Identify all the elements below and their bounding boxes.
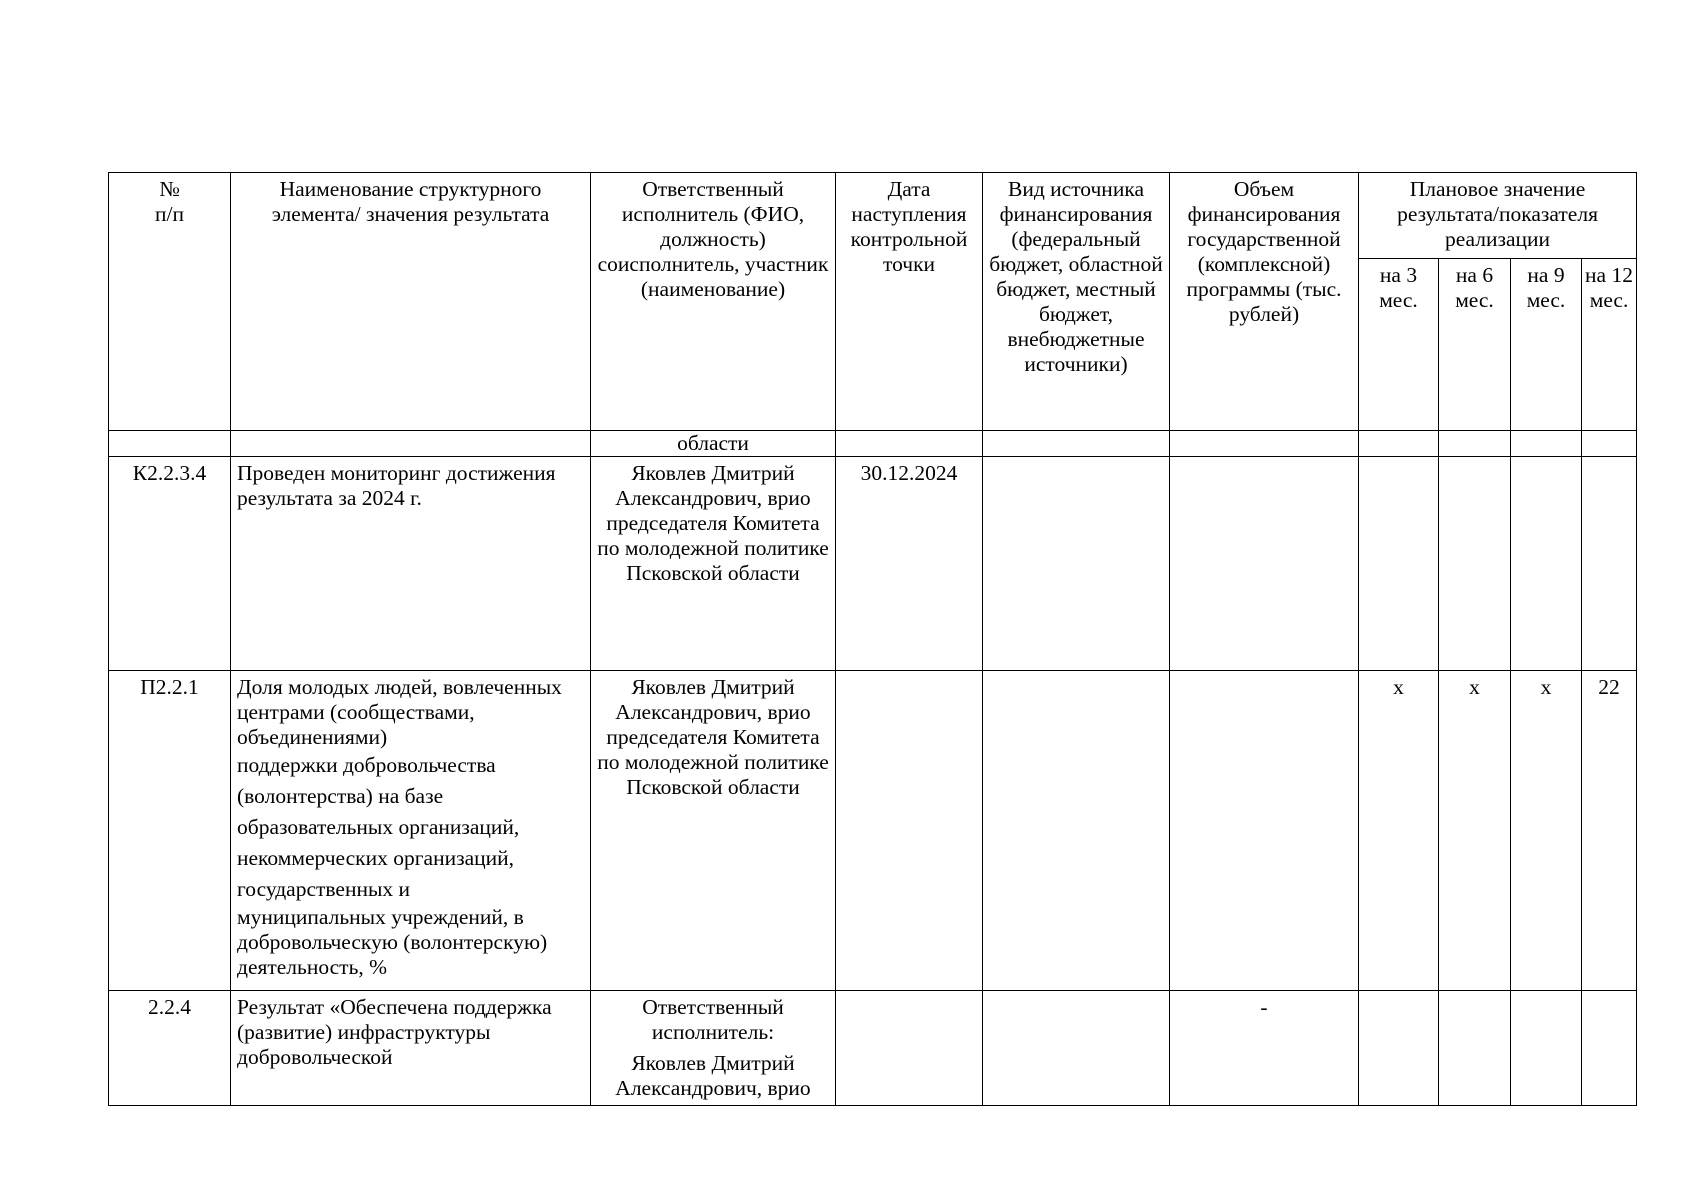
header-m12: на 12 мес. xyxy=(1582,259,1637,431)
cell-m9 xyxy=(1511,431,1582,457)
cell-m3 xyxy=(1359,431,1439,457)
header-m6: на 6 мес. xyxy=(1439,259,1511,431)
cell-source xyxy=(983,671,1170,991)
cell-source xyxy=(983,991,1170,1106)
cell-name xyxy=(231,431,591,457)
table-row xyxy=(109,671,1637,991)
cell-m9: х xyxy=(1511,671,1582,991)
cell-name-part: Доля молодых людей, вовлеченных центрами (сообществами, объединениями) xyxy=(237,675,562,749)
header-executor: Ответственный исполнитель (ФИО, должность) соисполнитель, участник (наименование) xyxy=(591,173,836,431)
cell-m12 xyxy=(1582,991,1637,1106)
cell-executor: области xyxy=(591,431,836,457)
cell-num: К2.2.3.4 xyxy=(109,457,231,671)
cell-m6 xyxy=(1439,457,1511,671)
cell-date: 30.12.2024 xyxy=(836,457,983,671)
cell-num: 2.2.4 xyxy=(109,991,231,1106)
cell-num xyxy=(109,431,231,457)
table-row xyxy=(109,991,1637,1106)
executor-label: Ответственный исполнитель: xyxy=(642,995,784,1044)
cell-m3 xyxy=(1359,991,1439,1106)
header-name: Наименование структурного элемента/ значения результата xyxy=(231,173,591,431)
header-date: Дата наступления контрольной точки xyxy=(836,173,983,431)
header-m3: на 3 мес. xyxy=(1359,259,1439,431)
cell-m9 xyxy=(1511,991,1582,1106)
header-m9: на 9 мес. xyxy=(1511,259,1582,431)
cell-m12 xyxy=(1582,431,1637,457)
cell-executor: Яковлев Дмитрий Александрович, врио председателя Комитета по молодежной политике Псковской области xyxy=(591,457,836,671)
table-row xyxy=(109,431,1637,457)
cell-m12: 22 xyxy=(1582,671,1637,991)
cell-name xyxy=(231,671,591,991)
cell-m3 xyxy=(1359,457,1439,671)
cell-volume xyxy=(1170,431,1359,457)
cell-date xyxy=(836,431,983,457)
header-num: № п/п xyxy=(109,173,231,431)
cell-volume xyxy=(1170,671,1359,991)
cell-name-part: поддержки добровольчества (волонтерства) на базе образовательных организаций, некоммерческих организаций, государственных и xyxy=(237,753,520,901)
executor-name: Яковлев Дмитрий Александрович, врио xyxy=(615,1051,811,1100)
cell-date xyxy=(836,671,983,991)
header-volume: Объем финансирования государственной (комплексной) программы (тыс. рублей) xyxy=(1170,173,1359,431)
cell-date xyxy=(836,991,983,1106)
cell-m12 xyxy=(1582,457,1637,671)
cell-executor: Яковлев Дмитрий Александрович, врио председателя Комитета по молодежной политике Псковской области xyxy=(591,671,836,991)
cell-volume: - xyxy=(1170,991,1359,1106)
cell-source xyxy=(983,431,1170,457)
cell-volume xyxy=(1170,457,1359,671)
cell-m6 xyxy=(1439,431,1511,457)
plan-table xyxy=(108,172,1637,1106)
cell-m3: х xyxy=(1359,671,1439,991)
cell-source xyxy=(983,457,1170,671)
cell-executor xyxy=(591,991,836,1106)
header-planned: Плановое значение результата/показателя реализации xyxy=(1359,173,1637,259)
cell-name: Результат «Обеспечена поддержка (развитие) инфраструктуры добровольческой xyxy=(231,991,591,1106)
cell-m9 xyxy=(1511,457,1582,671)
cell-name: Проведен мониторинг достижения результата за 2024 г. xyxy=(231,457,591,671)
header-row xyxy=(109,173,1637,259)
cell-num: П2.2.1 xyxy=(109,671,231,991)
table-row xyxy=(109,457,1637,671)
cell-name-part: муниципальных учреждений, в добровольческую (волонтерскую) деятельность, % xyxy=(237,905,548,979)
header-source: Вид источника финансирования (федеральный бюджет, областной бюджет, местный бюджет, внебюджетные источники) xyxy=(983,173,1170,431)
cell-m6: х xyxy=(1439,671,1511,991)
cell-m6 xyxy=(1439,991,1511,1106)
